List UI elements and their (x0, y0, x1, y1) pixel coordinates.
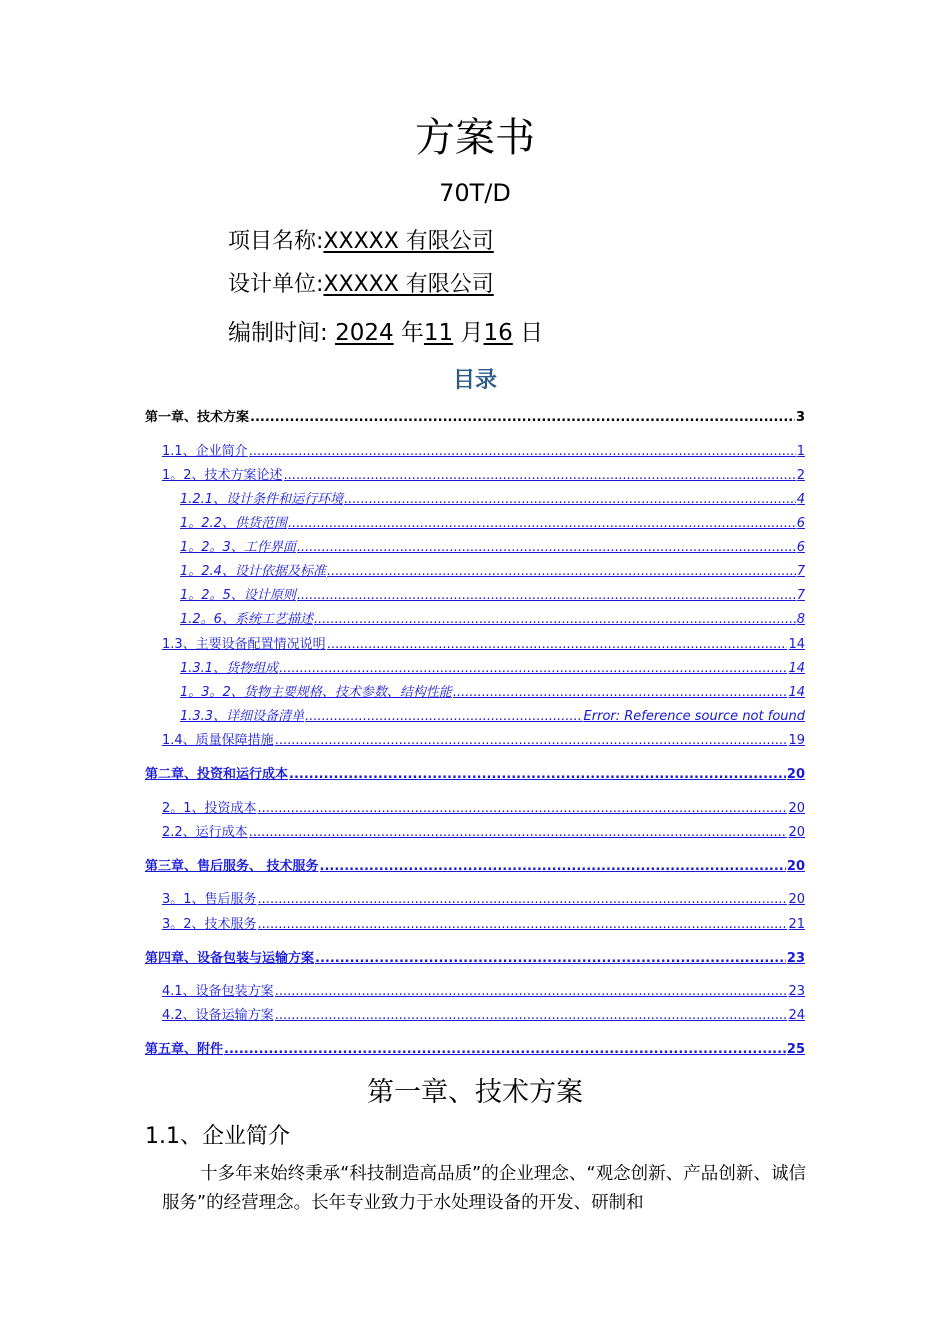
toc-entry-page: Error: Reference source not found (583, 709, 805, 724)
toc-entry-label: 1。2、技术方案论述 (162, 468, 283, 483)
document-subtitle: 70T/D (439, 179, 511, 207)
toc-entry-page: 23 (788, 984, 805, 999)
toc-entry[interactable] (180, 514, 805, 534)
toc-entry-page: 14 (788, 685, 805, 700)
toc-entry-label: 1。2.2、供货范围 (180, 516, 287, 531)
toc-entry-page: 20 (786, 767, 805, 782)
toc-entry-label: 1.4、质量保障措施 (162, 733, 274, 748)
toc-entry-label: 1。2。3、工作界面 (180, 540, 296, 555)
design-unit-line (228, 270, 494, 300)
toc-entry-page: 7 (796, 588, 805, 603)
toc-entry-label: 1.3、主要设备配置情况说明 (162, 637, 326, 652)
toc-entry-label: 1.3.1、货物组成 (180, 661, 279, 676)
toc-entry[interactable] (180, 538, 805, 558)
toc-entry-label: 3。2、技术服务 (162, 917, 257, 932)
date-day-unit: 日 (520, 320, 544, 346)
toc-entry[interactable] (162, 635, 805, 655)
toc-heading: 目录 (452, 368, 497, 393)
project-name-value: XXXXX 有限公司 (323, 229, 494, 254)
body-paragraph: 十多年来始终秉承“科技制造高品质”的企业理念、“观念创新、产品创新、诚信服务”的经营理念。长年专业致力于水处理设备的开发、研制和 (162, 1164, 806, 1213)
toc-entry-page: 2 (796, 468, 805, 483)
project-name-line (228, 227, 494, 257)
toc-entry-page: 20 (788, 825, 805, 840)
date-day: 16 (483, 320, 513, 346)
toc-entry-page: 1 (796, 444, 805, 459)
toc-entry-page: 3 (795, 410, 805, 425)
toc-entry[interactable] (162, 731, 805, 751)
date-month: 11 (423, 320, 454, 346)
toc-entry[interactable] (180, 683, 805, 703)
toc-entry[interactable] (162, 466, 805, 486)
toc-entry-page: 24 (788, 1008, 805, 1023)
project-name-label: 项目名称: (228, 229, 324, 254)
toc-entry-page: 21 (788, 917, 805, 932)
toc-entry-label: 4.2、设备运输方案 (162, 1008, 274, 1023)
toc-entry-label: 2。1、投资成本 (162, 801, 257, 816)
design-unit-value: XXXXX 有限公司 (323, 272, 494, 297)
compile-date-line (228, 318, 543, 348)
toc-entry-page: 25 (786, 1042, 805, 1057)
toc-entry-label: 1.3.3、详细设备清单 (180, 709, 305, 724)
toc-entry-chapter-4[interactable] (145, 949, 805, 969)
compile-date-label: 编制时间: (228, 320, 328, 346)
toc-entry-label: 2.2、运行成本 (162, 825, 248, 840)
toc-entry[interactable] (162, 890, 805, 910)
toc-entry[interactable] (180, 490, 805, 510)
document-title: 方案书 (415, 115, 535, 161)
toc-entry-label: 第二章、投资和运行成本 (145, 767, 289, 782)
toc-entry-chapter-5[interactable] (145, 1040, 805, 1060)
toc-entry-label: 1。3。2、货物主要规格、技术参数、结构性能 (180, 685, 452, 700)
toc-entry-label: 3。1、售后服务 (162, 892, 257, 907)
toc-entry[interactable] (162, 799, 805, 819)
toc-entry-page: 20 (786, 859, 805, 874)
date-year: 2024 (335, 320, 394, 346)
date-month-unit: 月 (460, 320, 484, 346)
toc-entry[interactable] (162, 982, 805, 1002)
toc-entry-page: 23 (786, 951, 805, 966)
toc-entry-page: 4 (796, 492, 805, 507)
toc-entry[interactable] (162, 915, 805, 935)
toc-entry-label: 1.2。6、系统工艺描述 (180, 612, 313, 627)
toc-entry-label: 1。2。5、设计原则 (180, 588, 296, 603)
toc-entry[interactable] (180, 610, 805, 630)
toc-entry-page: 20 (788, 801, 805, 816)
toc-entry-label: 第三章、售后服务、 技术服务 (145, 859, 319, 874)
toc-entry-chapter-2[interactable] (145, 765, 805, 785)
toc-entry-label: 第四章、设备包装与运输方案 (145, 951, 315, 966)
toc-entry-label: 1.1、企业简介 (162, 444, 248, 459)
toc-entry-page: 7 (796, 564, 805, 579)
date-year-unit: 年 (400, 320, 424, 346)
toc-entry-chapter-1[interactable] (145, 408, 805, 428)
toc-entry-label: 1.2.1、设计条件和运行环境 (180, 492, 344, 507)
section-heading: 1.1、企业简介 (145, 1124, 290, 1149)
toc-entry[interactable] (180, 586, 805, 606)
toc-entry-page: 20 (788, 892, 805, 907)
toc-entry[interactable] (162, 442, 805, 462)
toc-entry-label: 第一章、技术方案 (145, 410, 250, 425)
toc-entry-page: 8 (796, 612, 805, 627)
chapter-heading: 第一章、技术方案 (367, 1077, 583, 1108)
toc-entry[interactable] (180, 659, 805, 679)
toc-entry[interactable] (162, 1006, 805, 1026)
toc-entry-page: 6 (796, 516, 805, 531)
toc-entry-label: 4.1、设备包装方案 (162, 984, 274, 999)
toc-entry-label: 第五章、附件 (145, 1042, 224, 1057)
toc-entry[interactable] (180, 707, 805, 727)
design-unit-label: 设计单位: (228, 272, 324, 297)
toc-entry[interactable] (180, 562, 805, 582)
toc-entry-page: 6 (796, 540, 805, 555)
toc-entry[interactable] (162, 823, 805, 843)
toc-entry-page: 14 (788, 637, 805, 652)
toc-entry-chapter-3[interactable] (145, 857, 805, 877)
toc-entry-page: 19 (788, 733, 805, 748)
toc-entry-page: 14 (788, 661, 805, 676)
toc-entry-label: 1。2.4、设计依据及标准 (180, 564, 326, 579)
